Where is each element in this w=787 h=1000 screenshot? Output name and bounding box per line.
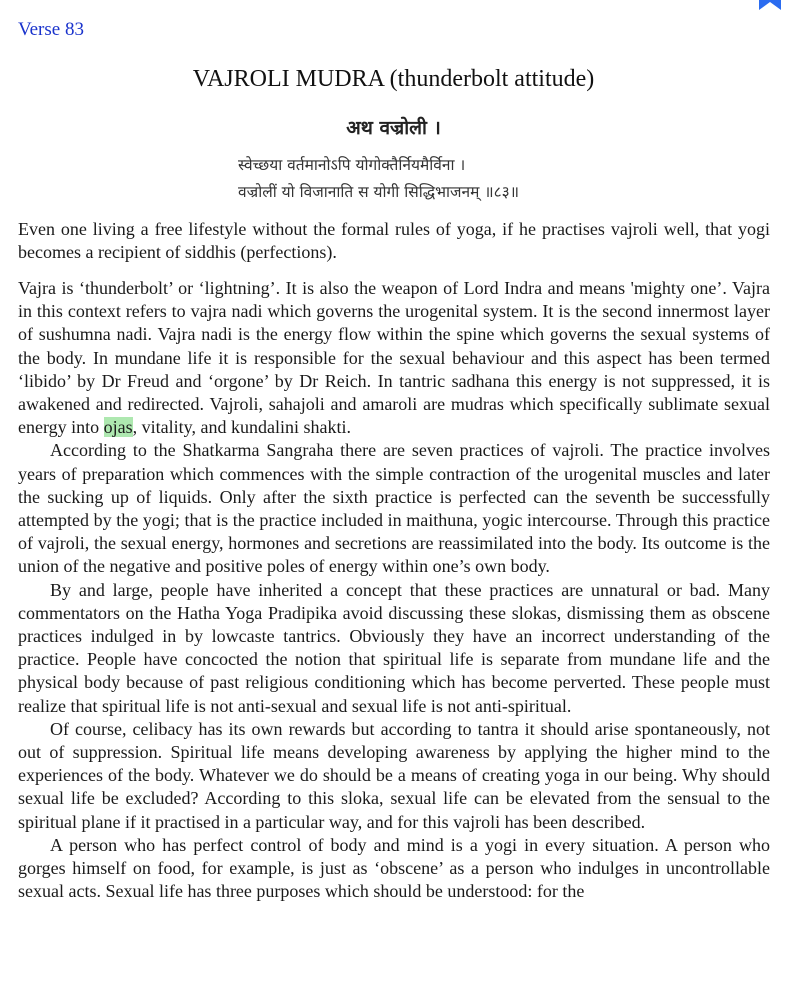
- sloka-line-1: स्वेच्छया वर्तमानोऽपि योगोक्तैर्नियमैर्विना ।: [238, 156, 466, 174]
- commentary: [18, 277, 770, 903]
- sloka-line-2: वज्रोलीं यो विजानाति स योगी सिद्धिभाजनम् ॥८३॥: [238, 183, 520, 201]
- paragraph-text: , vitality, and kundalini shakti.: [132, 417, 351, 438]
- page-title: VAJROLI MUDRA (thunderbolt attitude): [192, 66, 595, 92]
- bookmark-icon[interactable]: [759, 0, 781, 10]
- commentary-paragraph: A person who has perfect control of body and mind is a yogi in every situation. A person who gorges himself on food, for example, is just as ‘obscene’ as a person who indulges in uncontrollable sexual acts. Sexual life has three purposes which should be understood: for the: [18, 834, 770, 902]
- translation-paragraph: Even one living a free lifestyle without the formal rules of yoga, if he practises vajroli well, that yogi becomes a recipient of siddhis (perfections).: [18, 219, 770, 263]
- commentary-paragraph: Of course, celibacy has its own rewards but according to tantra it should arise spontaneously, not out of suppression. Spiritual life means developing awareness by applying the higher mind to the experiences of the body. Whatever we do should be a means of creating yoga in our being. Why should sexual life be excluded? According to this sloka, sexual life can be elevated from the sensual to the spiritual plane if it practised in a particular way, and for this vajroli has been described.: [18, 718, 770, 832]
- sanskrit-sloka: [238, 152, 519, 206]
- paragraph-text: Vajra is ‘thunderbolt’ or ‘lightning’. It is also the weapon of Lord Indra and means 'mighty one’. Vajra in this context refers to vajra nadi which governs the urogenital system. It is the second innermost layer of sushumna nadi. Vajra nadi is the energy flow within the spine which governs the sexual systems of the body. In mundane life it is responsible for the sexual behaviour and this aspect has been termed ‘libido’ by Dr Freud and ‘orgone’ by Dr Reich. In tantric sadhana this energy is not suppressed, it is awakened and redirected. Vajroli, sahajoli and amaroli are mudras which specifically sublimate sexual energy into: [18, 278, 770, 438]
- verse-link[interactable]: Verse 83: [18, 19, 84, 40]
- sanskrit-heading: अथ वज्रोली ।: [346, 117, 441, 139]
- commentary-paragraph: [18, 277, 770, 439]
- commentary-paragraph: According to the Shatkarma Sangraha there are seven practices of vajroli. The practice involves years of preparation which commences with the simple contraction of the urogenital muscles and later the sucking up of liquids. Only after the sixth practice is perfected can the seventh be successfully attempted by the yogi; that is the practice included in maithuna, yogic intercourse. Through this practice of vajroli, the sexual energy, hormones and secretions are reassimilated into the body. Its outcome is the union of the negative and positive poles of energy within one’s own body.: [18, 440, 770, 577]
- commentary-paragraph: By and large, people have inherited a concept that these practices are unnatural or bad. Many commentators on the Hatha Yoga Pradipika avoid discussing these slokas, dismissing them as obscene practices indulged in by lowcaste tantrics. Obviously they have an incorrect understanding of the practice. People have concocted the notion that spiritual life is separate from mundane life and the physical body because of past religious conditioning which has become perverted. These people must realize that spiritual life is not anti-sexual and sexual life is not anti-spiritual.: [18, 579, 770, 716]
- highlighted-word[interactable]: ojas: [103, 417, 133, 438]
